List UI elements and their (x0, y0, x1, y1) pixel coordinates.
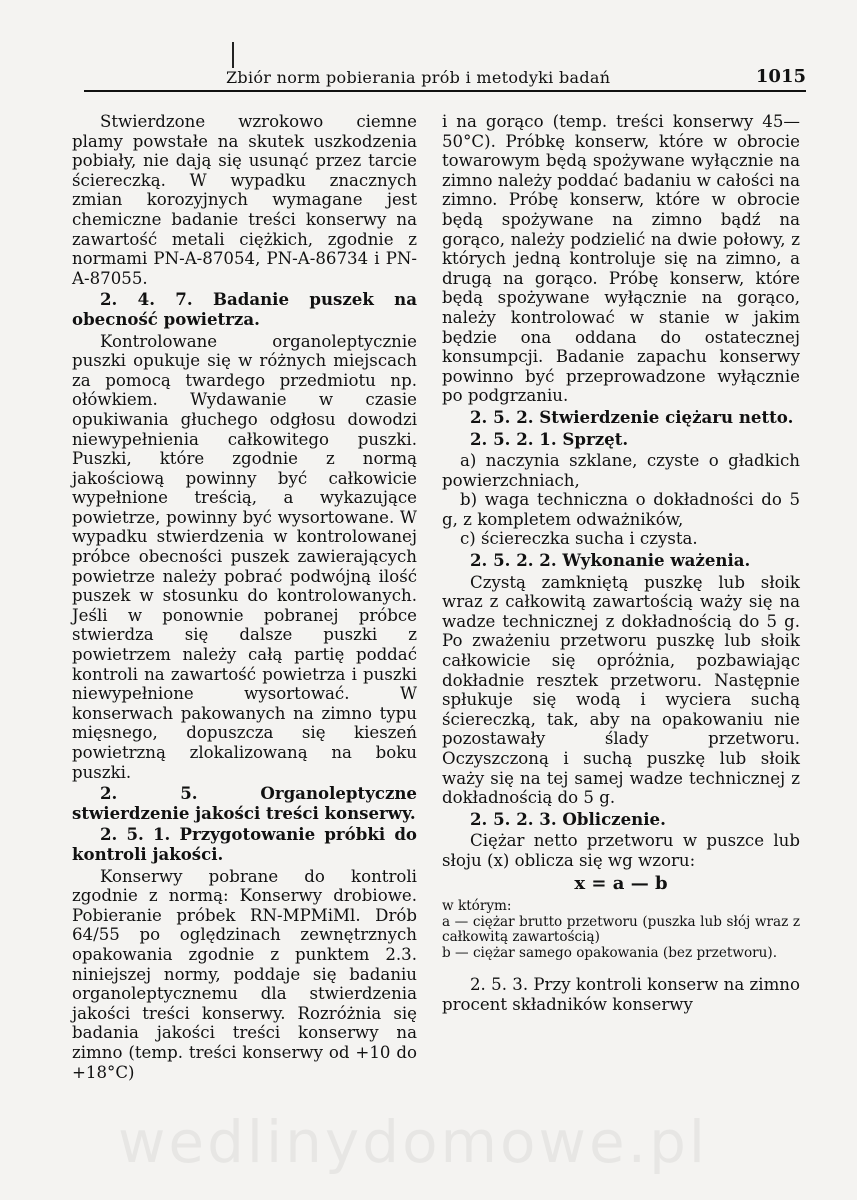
formula-legend: w którym: (442, 898, 512, 915)
paragraph: Stwierdzone wzrokowo ciemne plamy powstałe na skutek uszkodzenia pobiały, nie dają się usunąć przez tarcie ściereczką. W wypadku znacznych zmian korozyjnych wymagane jest chemiczne badanie treści konserwy na zawartość metali ciężkich, zgodnie z normami PN-A-87054, PN-A-86734 i PN-A-87055. (72, 112, 417, 288)
formula-legend: a — ciężar brutto przetworu (puszka lub słój wraz z całkowitą zawartością) (442, 913, 800, 946)
page-number: 1015 (755, 66, 806, 87)
section-heading: 2. 5. 2. 1. Sprzęt. (470, 428, 629, 449)
section-heading: 2. 5. 2. Stwierdzenie ciężaru netto. (470, 406, 794, 427)
paragraph: i na gorąco (temp. treści konserwy 45—50°C). Próbkę konserw, które w obrocie towarowym będą spożywane wyłącznie na zimno należy poddać badaniu w całości na zimno. Próbę konserw, które w obrocie będą spożywane na zimno bądź na gorąco, należy podzielić na dwie połowy, z których jedną kontroluje się na zimno, a drugą na gorąco. Próbę konserw, które będą spożywane wyłącznie na gorąco, należy kontrolować w stanie w jakim będzie ona oddana do ostatecznej konsumpcji. Badanie zapachu konserwy powinno być przeprowadzone wyłącznie po podgrzaniu. (442, 112, 800, 406)
running-header (84, 64, 806, 92)
paragraph: Czystą zamkniętą puszkę lub słoik wraz z całkowitą zawartością waży się na wadze technicznej z dokładnością do 5 g. Po zważeniu przetworu puszkę lub słoik całkowicie się opróżnia, pozbawiając dokładnie resztek przetworu. Następnie spłukuje się wodą i wyciera suchą ściereczką, tak, aby na opakowaniu nie pozostawały ślady przetworu. Oczyszczoną i suchą puszkę lub słoik waży się na tej samej wadze technicznej z dokładnością do 5 g. (442, 572, 800, 808)
header-title: Zbiór norm pobierania prób i metodyki badań (226, 68, 611, 87)
paragraph: Ciężar netto przetworu w puszce lub słoju (x) oblicza się wg wzoru: (442, 831, 800, 870)
formula-legend: b — ciężar samego opakowania (bez przetworu). (442, 944, 778, 961)
section-heading: 2. 4. 7. Badanie puszek na obecność powietrza. (72, 289, 417, 329)
list-item: c) ściereczka sucha i czysta. (460, 529, 698, 549)
formula: x = a — b (574, 872, 668, 894)
paragraph: Kontrolowane organoleptycznie puszki opukuje się w różnych miejscach za pomocą twardego przedmiotu np. ołówkiem. Wydawanie w czasie opukiwania głuchego odgłosu dowodzi niewypełnienia całkowitego puszki. Puszki, które zgodnie z normą jakościową powinny być całkowicie wypełnione treścią, a wykazujące powietrze, powinny być wysortowane. W wypadku stwierdzenia w kontrolowanej próbce obecności puszek zawierających powietrze należy pobrać podwójną ilość puszek w stosunku do kontrolowanych. Jeśli w ponownie pobranej próbce stwierdza się dalsze puszki z powietrzem należy całą partię poddać kontroli na zawartość powietrza i puszki niewypełnione wysortować. W konserwach pakowanych na zimno typu mięsnego, dopuszcza się kieszeń powietrzną zlokalizowaną na boku puszki. (72, 331, 417, 782)
left-column (72, 112, 417, 1082)
list-item: b) waga techniczna o dokładności do 5 g, z kompletem odważników, (442, 490, 800, 529)
section-heading: 2. 5. 2. 3. Obliczenie. (470, 808, 666, 829)
spacer (442, 961, 800, 975)
section-heading: 2. 5. 1. Przygotowanie próbki do kontroli jakości. (72, 824, 417, 864)
paragraph: Konserwy pobrane do kontroli zgodnie z normą: Konserwy drobiowe. Pobieranie próbek RN-MPMiMl. Drób 64/55 po oględzinach zewnętrznych opakowania zgodnie z punktem 2.3. niniejszej normy, poddaje się badaniu organoleptycznemu dla stwierdzenia jakości treści konserwy. Rozróżnia się badania jakości treści konserwy na zimno (temp. treści konserwy od +10 do +18°C) (72, 866, 417, 1082)
list-item: a) naczynia szklane, czyste o gładkich powierzchniach, (442, 451, 800, 490)
right-column (442, 112, 800, 1014)
section-heading: 2. 5. Organoleptyczne stwierdzenie jakości treści konserwy. (72, 783, 417, 823)
watermark: wedlinydomowe.pl (118, 1108, 709, 1176)
section-heading: 2. 5. 2. 2. Wykonanie ważenia. (470, 550, 751, 571)
paragraph: 2. 5. 3. Przy kontroli konserw na zimno procent składników konserwy (442, 975, 800, 1014)
